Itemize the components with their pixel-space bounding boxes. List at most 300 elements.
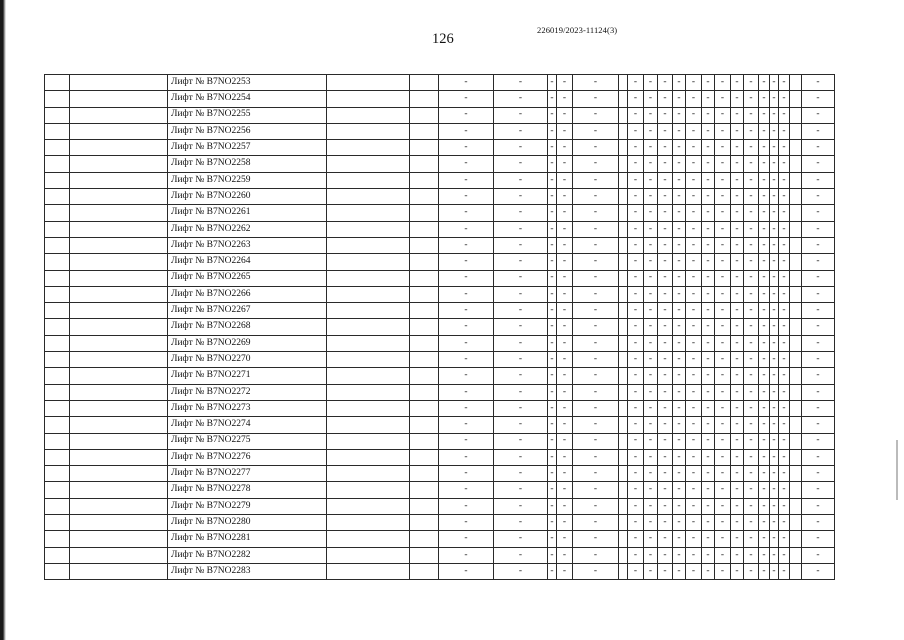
dash-cell: -: [644, 172, 658, 188]
dash-cell: -: [802, 466, 835, 482]
dash-cell: -: [759, 449, 770, 465]
dash-cell: -: [744, 498, 759, 514]
empty-cell: [410, 515, 439, 531]
dash-cell: -: [439, 140, 494, 156]
dash-cell: -: [494, 335, 548, 351]
dash-cell: -: [686, 547, 702, 563]
dash-cell: -: [628, 417, 644, 433]
dash-cell: -: [802, 368, 835, 384]
dash-cell: -: [715, 400, 731, 416]
table-row: [45, 156, 835, 172]
dash-cell: -: [658, 254, 673, 270]
dash-cell: -: [644, 237, 658, 253]
dash-cell: -: [658, 498, 673, 514]
dash-cell: -: [658, 417, 673, 433]
empty-cell: [327, 254, 410, 270]
dash-cell: -: [494, 433, 548, 449]
dash-cell: -: [573, 107, 619, 123]
dash-cell: -: [673, 286, 686, 302]
dash-cell: -: [658, 563, 673, 579]
dash-cell: -: [573, 75, 619, 91]
dash-cell: -: [658, 547, 673, 563]
dash-cell: -: [557, 221, 573, 237]
dash-cell: -: [759, 303, 770, 319]
dash-cell: -: [548, 123, 557, 139]
empty-cell: [410, 205, 439, 221]
lift-name-cell: Лифт № B7NO2281: [168, 531, 327, 547]
dash-cell: -: [686, 237, 702, 253]
dash-cell: -: [744, 352, 759, 368]
dash-cell: -: [548, 75, 557, 91]
dash-cell: -: [702, 449, 715, 465]
lift-name-cell: Лифт № B7NO2260: [168, 189, 327, 205]
empty-cell: [619, 482, 628, 498]
empty-cell: [790, 221, 802, 237]
dash-cell: -: [686, 75, 702, 91]
dash-cell: -: [779, 466, 790, 482]
dash-cell: -: [802, 123, 835, 139]
empty-cell: [45, 433, 70, 449]
dash-cell: -: [702, 303, 715, 319]
dash-cell: -: [628, 433, 644, 449]
dash-cell: -: [644, 303, 658, 319]
empty-cell: [70, 237, 168, 253]
dash-cell: -: [779, 498, 790, 514]
dash-cell: -: [770, 140, 779, 156]
dash-cell: -: [770, 417, 779, 433]
dash-cell: -: [548, 547, 557, 563]
dash-cell: -: [731, 547, 744, 563]
empty-cell: [790, 400, 802, 416]
empty-cell: [327, 417, 410, 433]
dash-cell: -: [557, 189, 573, 205]
empty-cell: [70, 400, 168, 416]
dash-cell: -: [439, 368, 494, 384]
dash-cell: -: [802, 417, 835, 433]
lift-name-cell: Лифт № B7NO2264: [168, 254, 327, 270]
dash-cell: -: [779, 515, 790, 531]
dash-cell: -: [779, 319, 790, 335]
dash-cell: -: [439, 286, 494, 302]
dash-cell: -: [744, 270, 759, 286]
empty-cell: [45, 498, 70, 514]
empty-cell: [790, 75, 802, 91]
dash-cell: -: [494, 205, 548, 221]
dash-cell: -: [439, 270, 494, 286]
dash-cell: -: [573, 433, 619, 449]
dash-cell: -: [702, 417, 715, 433]
dash-cell: -: [715, 335, 731, 351]
dash-cell: -: [673, 254, 686, 270]
dash-cell: -: [779, 368, 790, 384]
dash-cell: -: [702, 482, 715, 498]
dash-cell: -: [779, 303, 790, 319]
dash-cell: -: [573, 319, 619, 335]
dash-cell: -: [658, 107, 673, 123]
empty-cell: [45, 400, 70, 416]
table-row: [45, 352, 835, 368]
empty-cell: [619, 417, 628, 433]
empty-cell: [410, 498, 439, 514]
dash-cell: -: [644, 156, 658, 172]
dash-cell: -: [731, 270, 744, 286]
lift-name-cell: Лифт № B7NO2271: [168, 368, 327, 384]
empty-cell: [619, 75, 628, 91]
dash-cell: -: [702, 384, 715, 400]
dash-cell: -: [779, 417, 790, 433]
dash-cell: -: [494, 75, 548, 91]
empty-cell: [45, 91, 70, 107]
empty-cell: [619, 335, 628, 351]
empty-cell: [619, 352, 628, 368]
dash-cell: -: [779, 531, 790, 547]
lift-name-cell: Лифт № B7NO2276: [168, 449, 327, 465]
dash-cell: -: [715, 368, 731, 384]
dash-cell: -: [658, 140, 673, 156]
dash-cell: -: [779, 547, 790, 563]
dash-cell: -: [494, 482, 548, 498]
dash-cell: -: [628, 254, 644, 270]
dash-cell: -: [744, 319, 759, 335]
empty-cell: [410, 286, 439, 302]
dash-cell: -: [686, 433, 702, 449]
dash-cell: -: [770, 563, 779, 579]
empty-cell: [327, 123, 410, 139]
empty-cell: [790, 91, 802, 107]
dash-cell: -: [548, 270, 557, 286]
dash-cell: -: [644, 221, 658, 237]
dash-cell: -: [573, 221, 619, 237]
dash-cell: -: [557, 433, 573, 449]
dash-cell: -: [548, 319, 557, 335]
dash-cell: -: [686, 172, 702, 188]
dash-cell: -: [439, 482, 494, 498]
dash-cell: -: [644, 384, 658, 400]
table-row: [45, 75, 835, 91]
dash-cell: -: [548, 286, 557, 302]
dash-cell: -: [439, 466, 494, 482]
dash-cell: -: [744, 335, 759, 351]
empty-cell: [619, 433, 628, 449]
dash-cell: -: [770, 123, 779, 139]
dash-cell: -: [715, 547, 731, 563]
empty-cell: [790, 466, 802, 482]
empty-cell: [327, 270, 410, 286]
dash-cell: -: [494, 254, 548, 270]
dash-cell: -: [779, 221, 790, 237]
empty-cell: [70, 270, 168, 286]
dash-cell: -: [759, 335, 770, 351]
dash-cell: -: [573, 123, 619, 139]
dash-cell: -: [628, 75, 644, 91]
dash-cell: -: [644, 368, 658, 384]
dash-cell: -: [557, 107, 573, 123]
empty-cell: [619, 319, 628, 335]
dash-cell: -: [673, 531, 686, 547]
dash-cell: -: [548, 140, 557, 156]
empty-cell: [70, 482, 168, 498]
empty-cell: [790, 335, 802, 351]
empty-cell: [327, 205, 410, 221]
dash-cell: -: [802, 91, 835, 107]
dash-cell: -: [715, 205, 731, 221]
dash-cell: -: [658, 449, 673, 465]
dash-cell: -: [573, 466, 619, 482]
dash-cell: -: [548, 400, 557, 416]
empty-cell: [410, 384, 439, 400]
empty-cell: [619, 270, 628, 286]
dash-cell: -: [658, 515, 673, 531]
empty-cell: [619, 156, 628, 172]
empty-cell: [619, 205, 628, 221]
dash-cell: -: [673, 384, 686, 400]
empty-cell: [327, 75, 410, 91]
empty-cell: [327, 156, 410, 172]
dash-cell: -: [673, 466, 686, 482]
dash-cell: -: [557, 286, 573, 302]
dash-cell: -: [770, 335, 779, 351]
dash-cell: -: [731, 466, 744, 482]
empty-cell: [70, 91, 168, 107]
dash-cell: -: [658, 221, 673, 237]
dash-cell: -: [644, 482, 658, 498]
dash-cell: -: [673, 172, 686, 188]
empty-cell: [619, 254, 628, 270]
dash-cell: -: [557, 140, 573, 156]
empty-cell: [70, 221, 168, 237]
empty-cell: [790, 237, 802, 253]
dash-cell: -: [731, 205, 744, 221]
dash-cell: -: [628, 466, 644, 482]
empty-cell: [327, 189, 410, 205]
empty-cell: [410, 400, 439, 416]
table-row: [45, 123, 835, 139]
dash-cell: -: [439, 205, 494, 221]
dash-cell: -: [702, 433, 715, 449]
dash-cell: -: [702, 254, 715, 270]
dash-cell: -: [759, 237, 770, 253]
dash-cell: -: [759, 563, 770, 579]
empty-cell: [790, 498, 802, 514]
dash-cell: -: [744, 107, 759, 123]
dash-cell: -: [628, 482, 644, 498]
dash-cell: -: [744, 254, 759, 270]
dash-cell: -: [573, 335, 619, 351]
empty-cell: [45, 417, 70, 433]
dash-cell: -: [731, 449, 744, 465]
dash-cell: -: [779, 254, 790, 270]
empty-cell: [790, 449, 802, 465]
table-row: [45, 107, 835, 123]
dash-cell: -: [744, 400, 759, 416]
dash-cell: -: [731, 515, 744, 531]
lift-name-cell: Лифт № B7NO2253: [168, 75, 327, 91]
empty-cell: [410, 547, 439, 563]
dash-cell: -: [802, 319, 835, 335]
dash-cell: -: [494, 417, 548, 433]
dash-cell: -: [802, 482, 835, 498]
dash-cell: -: [494, 319, 548, 335]
dash-cell: -: [686, 303, 702, 319]
dash-cell: -: [731, 189, 744, 205]
dash-cell: -: [770, 498, 779, 514]
dash-cell: -: [744, 368, 759, 384]
dash-cell: -: [702, 563, 715, 579]
dash-cell: -: [715, 140, 731, 156]
empty-cell: [619, 123, 628, 139]
empty-cell: [70, 449, 168, 465]
dash-cell: -: [731, 123, 744, 139]
empty-cell: [327, 547, 410, 563]
lift-name-cell: Лифт № B7NO2254: [168, 91, 327, 107]
dash-cell: -: [802, 433, 835, 449]
dash-cell: -: [644, 352, 658, 368]
dash-cell: -: [802, 270, 835, 286]
dash-cell: -: [779, 205, 790, 221]
empty-cell: [45, 319, 70, 335]
dash-cell: -: [686, 156, 702, 172]
empty-cell: [327, 107, 410, 123]
dash-cell: -: [686, 449, 702, 465]
empty-cell: [45, 352, 70, 368]
empty-cell: [790, 531, 802, 547]
dash-cell: -: [686, 368, 702, 384]
page-binding-edge: [0, 0, 6, 640]
table-row: [45, 286, 835, 302]
dash-cell: -: [744, 303, 759, 319]
dash-cell: -: [658, 352, 673, 368]
empty-cell: [790, 286, 802, 302]
dash-cell: -: [644, 466, 658, 482]
dash-cell: -: [802, 107, 835, 123]
dash-cell: -: [731, 482, 744, 498]
dash-cell: -: [759, 221, 770, 237]
dash-cell: -: [731, 384, 744, 400]
dash-cell: -: [673, 352, 686, 368]
table-row: [45, 482, 835, 498]
dash-cell: -: [686, 515, 702, 531]
dash-cell: -: [658, 482, 673, 498]
dash-cell: -: [548, 335, 557, 351]
dash-cell: -: [779, 335, 790, 351]
dash-cell: -: [779, 449, 790, 465]
dash-cell: -: [802, 237, 835, 253]
dash-cell: -: [548, 449, 557, 465]
empty-cell: [45, 123, 70, 139]
dash-cell: -: [494, 237, 548, 253]
table-row: [45, 384, 835, 400]
dash-cell: -: [744, 531, 759, 547]
empty-cell: [410, 270, 439, 286]
dash-cell: -: [686, 140, 702, 156]
dash-cell: -: [494, 107, 548, 123]
dash-cell: -: [557, 515, 573, 531]
dash-cell: -: [702, 286, 715, 302]
dash-cell: -: [715, 466, 731, 482]
dash-cell: -: [770, 286, 779, 302]
dash-cell: -: [548, 531, 557, 547]
dash-cell: -: [802, 400, 835, 416]
empty-cell: [410, 319, 439, 335]
dash-cell: -: [744, 433, 759, 449]
dash-cell: -: [802, 172, 835, 188]
dash-cell: -: [770, 319, 779, 335]
dash-cell: -: [779, 123, 790, 139]
dash-cell: -: [770, 75, 779, 91]
dash-cell: -: [557, 335, 573, 351]
dash-cell: -: [744, 91, 759, 107]
dash-cell: -: [715, 91, 731, 107]
dash-cell: -: [802, 303, 835, 319]
dash-cell: -: [770, 531, 779, 547]
dash-cell: -: [731, 319, 744, 335]
dash-cell: -: [658, 400, 673, 416]
dash-cell: -: [439, 91, 494, 107]
dash-cell: -: [658, 433, 673, 449]
empty-cell: [45, 563, 70, 579]
dash-cell: -: [494, 531, 548, 547]
empty-cell: [70, 498, 168, 514]
dash-cell: -: [548, 515, 557, 531]
dash-cell: -: [770, 400, 779, 416]
dash-cell: -: [548, 91, 557, 107]
dash-cell: -: [573, 498, 619, 514]
dash-cell: -: [557, 449, 573, 465]
dash-cell: -: [644, 270, 658, 286]
lift-name-cell: Лифт № B7NO2261: [168, 205, 327, 221]
dash-cell: -: [731, 140, 744, 156]
empty-cell: [45, 515, 70, 531]
dash-cell: -: [779, 189, 790, 205]
dash-cell: -: [644, 319, 658, 335]
dash-cell: -: [439, 221, 494, 237]
dash-cell: -: [673, 156, 686, 172]
dash-cell: -: [658, 237, 673, 253]
dash-cell: -: [759, 156, 770, 172]
empty-cell: [619, 531, 628, 547]
dash-cell: -: [494, 303, 548, 319]
dash-cell: -: [548, 352, 557, 368]
dash-cell: -: [759, 75, 770, 91]
empty-cell: [790, 547, 802, 563]
table-row: [45, 254, 835, 270]
dash-cell: -: [439, 384, 494, 400]
dash-cell: -: [702, 498, 715, 514]
empty-cell: [410, 466, 439, 482]
dash-cell: -: [644, 75, 658, 91]
empty-cell: [70, 433, 168, 449]
empty-cell: [327, 352, 410, 368]
dash-cell: -: [673, 498, 686, 514]
dash-cell: -: [628, 140, 644, 156]
dash-cell: -: [715, 515, 731, 531]
empty-cell: [45, 466, 70, 482]
empty-cell: [619, 286, 628, 302]
table-row: [45, 319, 835, 335]
empty-cell: [410, 140, 439, 156]
dash-cell: -: [744, 417, 759, 433]
empty-cell: [327, 563, 410, 579]
empty-cell: [45, 172, 70, 188]
dash-cell: -: [802, 531, 835, 547]
dash-cell: -: [658, 123, 673, 139]
dash-cell: -: [686, 498, 702, 514]
empty-cell: [327, 368, 410, 384]
empty-cell: [70, 254, 168, 270]
lift-name-cell: Лифт № B7NO2280: [168, 515, 327, 531]
dash-cell: -: [673, 417, 686, 433]
dash-cell: -: [759, 433, 770, 449]
